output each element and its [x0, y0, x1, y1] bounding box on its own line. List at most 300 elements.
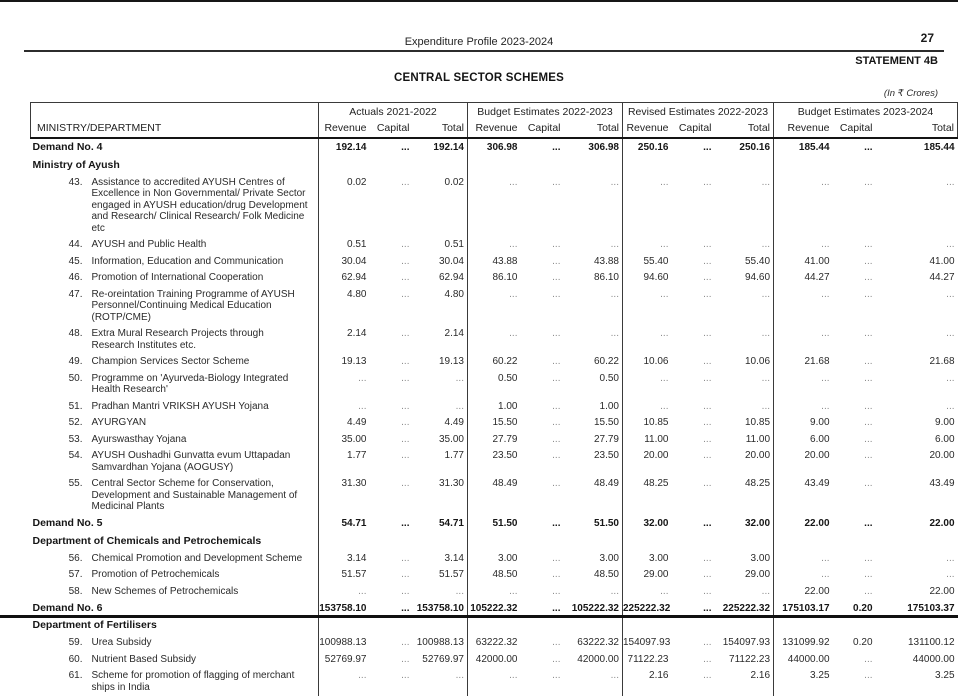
- value-cell: 4.49: [444, 417, 464, 428]
- dept-header-spacer: [31, 103, 319, 121]
- value-cell: ...: [864, 569, 873, 580]
- value-cell: 0.20: [853, 637, 873, 648]
- value-cell: ...: [401, 400, 410, 412]
- scheme-number: 58.: [68, 585, 83, 597]
- value-cell: 105222.32: [468, 600, 520, 618]
- column-group-header-row: [31, 103, 958, 121]
- value-cell: 2.16: [750, 670, 771, 681]
- value-cell: 22.00: [929, 585, 955, 597]
- value-cell: 21.68: [929, 356, 955, 367]
- scheme-name-cell: [31, 354, 319, 371]
- scheme-label: Pradhan Mantri VRIKSH AYUSH Yojana: [91, 400, 269, 412]
- value-cell: ...: [703, 356, 712, 367]
- value-cell: ...: [703, 478, 712, 489]
- value-cell: 21.68: [774, 354, 832, 371]
- value-cell: ...: [864, 653, 873, 665]
- value-cell: 1.00: [468, 398, 520, 415]
- value-cell: 71122.23: [729, 653, 771, 665]
- value-cell: ...: [552, 670, 561, 681]
- scheme-number: 52.: [68, 417, 83, 428]
- value-cell: [719, 157, 774, 175]
- value-cell: 43.88: [593, 255, 619, 267]
- value-cell: ...: [401, 356, 410, 367]
- demand-label: Demand No. 6: [32, 601, 103, 614]
- value-cell: [832, 533, 880, 551]
- scheme-label: AYUSH and Public Health: [91, 239, 207, 250]
- value-cell: 0.50: [468, 370, 520, 398]
- table-row: [31, 583, 958, 600]
- value-cell: 3.14: [319, 550, 369, 567]
- value-cell: 42000.00: [468, 651, 520, 668]
- value-cell: 51.50: [468, 515, 520, 533]
- value-cell: ...: [864, 328, 873, 339]
- value-cell: ...: [401, 372, 410, 384]
- value-cell: [520, 157, 568, 175]
- scheme-label: Urea Subsidy: [91, 637, 152, 648]
- value-cell: ...: [401, 417, 410, 428]
- table-row: [31, 635, 958, 652]
- scheme-name-cell: [31, 398, 319, 415]
- value-cell: 100988.13: [319, 635, 369, 652]
- capital-header: Capital: [520, 120, 568, 138]
- value-cell: ...: [864, 433, 873, 445]
- value-cell: ...: [864, 272, 873, 283]
- value-cell: ...: [455, 372, 464, 384]
- value-cell: ...: [864, 478, 873, 489]
- value-cell: [623, 157, 671, 175]
- document-title: CENTRAL SECTOR SCHEMES: [393, 72, 565, 84]
- demand-label: Demand No. 5: [32, 517, 103, 529]
- value-cell: 0.02: [444, 176, 464, 188]
- scheme-number: 50.: [68, 372, 83, 384]
- col-group-budget-estimates-2023: Budget Estimates 2023-2024: [774, 103, 958, 121]
- value-cell: ...: [468, 237, 520, 254]
- value-cell: ...: [864, 142, 873, 153]
- value-cell: ...: [468, 174, 520, 237]
- scheme-number: 56.: [68, 552, 83, 564]
- value-cell: ...: [774, 567, 832, 584]
- table-row: [31, 398, 958, 415]
- value-cell: 10.85: [623, 415, 671, 432]
- value-cell: 0.51: [319, 237, 369, 254]
- value-cell: ...: [761, 239, 771, 250]
- value-cell: ...: [864, 417, 873, 428]
- scheme-label: Scheme for promotion of flagging of merchant ships in India: [91, 670, 295, 693]
- value-cell: 3.00: [599, 552, 619, 564]
- value-cell: 306.98: [588, 142, 619, 153]
- value-cell: [568, 533, 623, 551]
- value-cell: ...: [552, 552, 561, 564]
- value-cell: 6.00: [774, 431, 832, 448]
- value-cell: ...: [610, 239, 619, 250]
- scheme-name-cell: [31, 286, 319, 326]
- value-cell: ...: [623, 237, 671, 254]
- ministry-department-header: MINISTRY/DEPARTMENT: [31, 120, 319, 138]
- value-cell: ...: [552, 585, 561, 597]
- value-cell: [468, 533, 520, 551]
- scheme-number: 61.: [68, 670, 83, 681]
- value-cell: 0.51: [444, 239, 464, 250]
- value-cell: ...: [401, 433, 410, 445]
- scheme-name-cell: [31, 668, 319, 696]
- value-cell: 0.02: [319, 174, 369, 237]
- value-cell: ...: [401, 255, 410, 267]
- value-cell: ...: [864, 239, 873, 250]
- scheme-label: Ayurswasthay Yojana: [91, 433, 187, 445]
- value-cell: 94.60: [623, 270, 671, 287]
- table-row: [31, 237, 958, 254]
- value-cell: 62.94: [319, 270, 369, 287]
- value-cell: ...: [774, 286, 832, 326]
- value-cell: ...: [610, 176, 619, 188]
- revenue-header: Revenue: [468, 120, 520, 138]
- value-cell: [319, 157, 369, 175]
- scheme-name-cell: [31, 253, 319, 270]
- value-cell: ...: [864, 670, 873, 681]
- value-cell: ...: [401, 272, 410, 283]
- value-cell: 27.79: [593, 433, 619, 445]
- department-label: Ministry of Ayush: [32, 158, 120, 171]
- table-row: [31, 174, 958, 237]
- value-cell: ...: [761, 288, 771, 300]
- demand-row: [31, 515, 958, 533]
- value-cell: 4.80: [319, 286, 369, 326]
- value-cell: ...: [761, 176, 771, 188]
- value-cell: 42000.00: [577, 653, 619, 665]
- value-cell: [369, 157, 417, 175]
- value-cell: ...: [552, 478, 561, 489]
- value-cell: 48.50: [593, 569, 619, 580]
- value-cell: ...: [946, 239, 955, 250]
- value-cell: 0.20: [853, 602, 873, 614]
- value-cell: ...: [703, 400, 712, 412]
- value-cell: 52769.97: [319, 651, 369, 668]
- value-cell: 52769.97: [422, 653, 464, 665]
- scheme-label: Programme on 'Ayurveda-Biology Integrated Health Research': [91, 372, 289, 395]
- value-cell: ...: [468, 583, 520, 600]
- value-cell: [880, 533, 958, 551]
- value-cell: ...: [552, 400, 561, 412]
- value-cell: ...: [319, 668, 369, 696]
- value-cell: ...: [703, 670, 712, 681]
- scheme-name-cell: [31, 370, 319, 398]
- value-cell: 35.00: [438, 433, 464, 445]
- value-cell: ...: [761, 328, 771, 339]
- value-cell: 4.80: [444, 288, 464, 300]
- value-cell: ...: [946, 176, 955, 188]
- value-cell: ...: [703, 653, 712, 665]
- revenue-header: Revenue: [623, 120, 671, 138]
- scheme-number: 47.: [68, 288, 83, 300]
- value-cell: ...: [946, 552, 955, 564]
- value-cell: [417, 533, 468, 551]
- scheme-number: 48.: [68, 328, 83, 339]
- section-row: [31, 157, 958, 175]
- value-cell: [719, 533, 774, 551]
- value-cell: ...: [864, 372, 873, 384]
- scheme-label: Assistance to accredited AYUSH Centres of Excellence in Non Governmental/ Private Sector engaged in AYUSH education/drug Development and Research/ Clinical Research/ Folk Medicine etc: [91, 176, 308, 234]
- scheme-name-cell: [31, 651, 319, 668]
- department-label: Department of Chemicals and Petrochemicals: [32, 534, 262, 547]
- col-group-revised-estimates: Revised Estimates 2022-2023: [623, 103, 774, 121]
- value-cell: [319, 533, 369, 551]
- scheme-name-cell: [31, 174, 319, 237]
- value-cell: [369, 533, 417, 551]
- value-cell: ...: [552, 328, 561, 339]
- value-cell: 11.00: [745, 433, 771, 445]
- value-cell: 19.13: [438, 356, 464, 367]
- value-cell: 60.22: [593, 356, 619, 367]
- value-cell: 29.00: [744, 569, 771, 580]
- value-cell: ...: [552, 239, 561, 250]
- value-cell: ...: [401, 585, 410, 597]
- value-cell: 51.57: [438, 569, 464, 580]
- value-cell: 2.14: [444, 328, 464, 339]
- value-cell: ...: [468, 668, 520, 696]
- value-cell: ...: [455, 400, 464, 412]
- value-cell: ...: [552, 176, 561, 188]
- value-cell: 43.49: [774, 476, 832, 516]
- section-row: [31, 533, 958, 551]
- value-cell: ...: [552, 417, 561, 428]
- value-cell: 100988.13: [416, 637, 464, 648]
- value-cell: [671, 533, 719, 551]
- value-cell: ...: [774, 174, 832, 237]
- value-cell: ...: [401, 288, 410, 300]
- value-cell: [468, 157, 520, 175]
- value-cell: 44.27: [774, 270, 832, 287]
- page-top-rule: [0, 0, 958, 2]
- scheme-name-cell: [31, 635, 319, 652]
- scheme-number: 46.: [68, 272, 83, 283]
- value-cell: ...: [703, 239, 712, 250]
- revenue-header: Revenue: [774, 120, 832, 138]
- value-cell: 48.25: [744, 478, 771, 489]
- value-cell: 3.25: [935, 670, 955, 681]
- value-cell: 3.00: [468, 550, 520, 567]
- value-cell: 10.06: [744, 356, 771, 367]
- table-row: [31, 415, 958, 432]
- value-cell: 30.04: [438, 255, 464, 267]
- value-cell: 175103.17: [774, 600, 832, 618]
- value-cell: ...: [401, 569, 410, 580]
- scheme-number: 53.: [68, 433, 83, 445]
- value-cell: 9.00: [935, 417, 955, 428]
- value-cell: ...: [623, 583, 671, 600]
- value-cell: 30.04: [319, 253, 369, 270]
- value-cell: ...: [703, 569, 712, 580]
- value-cell: ...: [623, 370, 671, 398]
- table-row: [31, 476, 958, 516]
- table-row: [31, 567, 958, 584]
- value-cell: ...: [703, 585, 712, 597]
- value-cell: ...: [552, 356, 561, 367]
- value-cell: ...: [552, 653, 561, 665]
- value-cell: ...: [455, 585, 464, 597]
- scheme-label: Central Sector Scheme for Conservation, Development and Sustainable Management of Medicinal Plants: [91, 478, 298, 512]
- value-cell: 4.49: [319, 415, 369, 432]
- scheme-name-cell: [31, 237, 319, 254]
- value-cell: 41.00: [929, 255, 955, 267]
- value-cell: 23.50: [593, 450, 619, 461]
- value-cell: [671, 157, 719, 175]
- table-row: [31, 448, 958, 476]
- value-cell: 3.00: [623, 550, 671, 567]
- value-cell: 225222.32: [623, 600, 671, 618]
- value-cell: 44000.00: [912, 653, 955, 665]
- value-cell: ...: [864, 176, 873, 188]
- value-cell: 3.14: [444, 552, 464, 564]
- value-cell: 185.44: [923, 142, 955, 153]
- scheme-name-cell: [31, 583, 319, 600]
- scheme-name-cell: [31, 431, 319, 448]
- value-cell: 51.50: [593, 518, 619, 529]
- value-cell: ...: [319, 398, 369, 415]
- value-cell: [832, 157, 880, 175]
- value-cell: ...: [401, 602, 410, 614]
- value-cell: ...: [552, 255, 561, 267]
- value-cell: ...: [761, 372, 771, 384]
- value-cell: ...: [610, 585, 619, 597]
- value-cell: 43.88: [468, 253, 520, 270]
- value-cell: 250.16: [739, 142, 771, 153]
- value-cell: 22.00: [774, 515, 832, 533]
- demand-label: Demand No. 4: [32, 141, 103, 153]
- value-cell: 32.00: [623, 515, 671, 533]
- value-cell: ...: [552, 288, 561, 300]
- scheme-number: 54.: [68, 450, 83, 461]
- value-cell: 22.00: [774, 583, 832, 600]
- value-cell: ...: [864, 356, 873, 367]
- value-cell: 27.79: [468, 431, 520, 448]
- value-cell: [880, 157, 958, 175]
- value-cell: ...: [761, 585, 771, 597]
- department-label: Department of Fertilisers: [32, 619, 157, 631]
- value-cell: 10.85: [744, 417, 771, 428]
- value-cell: ...: [703, 518, 712, 529]
- value-cell: 306.98: [468, 138, 520, 157]
- value-cell: 48.49: [468, 476, 520, 516]
- value-cell: ...: [703, 450, 712, 461]
- value-cell: ...: [703, 417, 712, 428]
- scheme-label: AYURGYAN: [91, 417, 147, 428]
- value-cell: 185.44: [774, 138, 832, 157]
- table-row: [31, 253, 958, 270]
- scheme-label: Extra Mural Research Projects through Research Institutes etc.: [91, 328, 264, 351]
- value-cell: ...: [401, 142, 410, 153]
- value-cell: ...: [946, 400, 955, 412]
- scheme-number: 51.: [68, 400, 83, 412]
- value-cell: ...: [774, 550, 832, 567]
- value-cell: ...: [610, 328, 619, 339]
- scheme-number: 55.: [68, 478, 83, 489]
- value-cell: 20.00: [623, 448, 671, 476]
- value-cell: ...: [703, 142, 712, 153]
- value-cell: 1.77: [444, 450, 464, 461]
- value-cell: 35.00: [319, 431, 369, 448]
- value-cell: ...: [703, 288, 712, 300]
- value-cell: 62.94: [438, 272, 464, 283]
- table-row: [31, 326, 958, 354]
- value-cell: ...: [623, 326, 671, 354]
- scheme-label: Champion Services Sector Scheme: [91, 356, 250, 367]
- scheme-name-cell: [31, 415, 319, 432]
- value-cell: 6.00: [935, 433, 955, 445]
- value-cell: ...: [864, 450, 873, 461]
- value-cell: 71122.23: [623, 651, 671, 668]
- value-cell: ...: [552, 602, 561, 614]
- value-cell: 43.49: [929, 478, 955, 489]
- value-cell: ...: [319, 583, 369, 600]
- col-group-actuals: Actuals 2021-2022: [319, 103, 468, 121]
- value-cell: 105222.32: [571, 602, 619, 614]
- value-cell: 44.27: [929, 272, 955, 283]
- value-cell: ...: [864, 518, 873, 529]
- value-cell: ...: [703, 433, 712, 445]
- scheme-name-cell: [31, 448, 319, 476]
- value-cell: 1.77: [319, 448, 369, 476]
- value-cell: ...: [319, 370, 369, 398]
- value-cell: 55.40: [623, 253, 671, 270]
- value-cell: 2.16: [623, 668, 671, 696]
- value-cell: ...: [401, 670, 410, 681]
- value-cell: ...: [623, 398, 671, 415]
- scheme-name-cell: [31, 550, 319, 567]
- value-cell: ...: [774, 398, 832, 415]
- scheme-label: New Schemes of Petrochemicals: [91, 585, 239, 597]
- table-body: [31, 138, 958, 696]
- value-cell: ...: [703, 372, 712, 384]
- value-cell: [774, 533, 832, 551]
- value-cell: 86.10: [593, 272, 619, 283]
- value-cell: 48.50: [468, 567, 520, 584]
- value-cell: ...: [552, 518, 561, 529]
- value-cell: ...: [864, 288, 873, 300]
- scheme-name-cell: [31, 567, 319, 584]
- expenditure-table: [30, 102, 958, 696]
- value-cell: 44000.00: [774, 651, 832, 668]
- value-cell: 175103.37: [907, 602, 955, 614]
- value-cell: 225222.32: [722, 602, 771, 614]
- value-cell: ...: [623, 174, 671, 237]
- scheme-label: Nutrient Based Subsidy: [91, 653, 197, 665]
- value-cell: ...: [864, 585, 873, 597]
- scheme-name-cell: [31, 270, 319, 287]
- value-cell: 3.00: [750, 552, 771, 564]
- scheme-number: 44.: [68, 239, 83, 250]
- value-cell: ...: [703, 176, 712, 188]
- value-cell: 20.00: [744, 450, 771, 461]
- value-cell: 19.13: [319, 354, 369, 371]
- scheme-label: Information, Education and Communication: [91, 255, 284, 267]
- value-cell: ...: [761, 400, 771, 412]
- value-cell: 20.00: [774, 448, 832, 476]
- value-cell: ...: [401, 518, 410, 529]
- value-cell: ...: [552, 142, 561, 153]
- value-cell: ...: [703, 602, 712, 614]
- value-cell: 31.30: [438, 478, 464, 489]
- value-cell: 48.25: [623, 476, 671, 516]
- schemes-table-container: [30, 102, 957, 696]
- demand-row: [31, 138, 958, 157]
- scheme-name-cell: [31, 476, 319, 516]
- value-cell: 86.10: [468, 270, 520, 287]
- scheme-number: 49.: [68, 356, 83, 367]
- header-rule: [24, 50, 944, 52]
- value-cell: [520, 533, 568, 551]
- scheme-label: Promotion of International Cooperation: [91, 272, 264, 283]
- value-cell: ...: [703, 328, 712, 339]
